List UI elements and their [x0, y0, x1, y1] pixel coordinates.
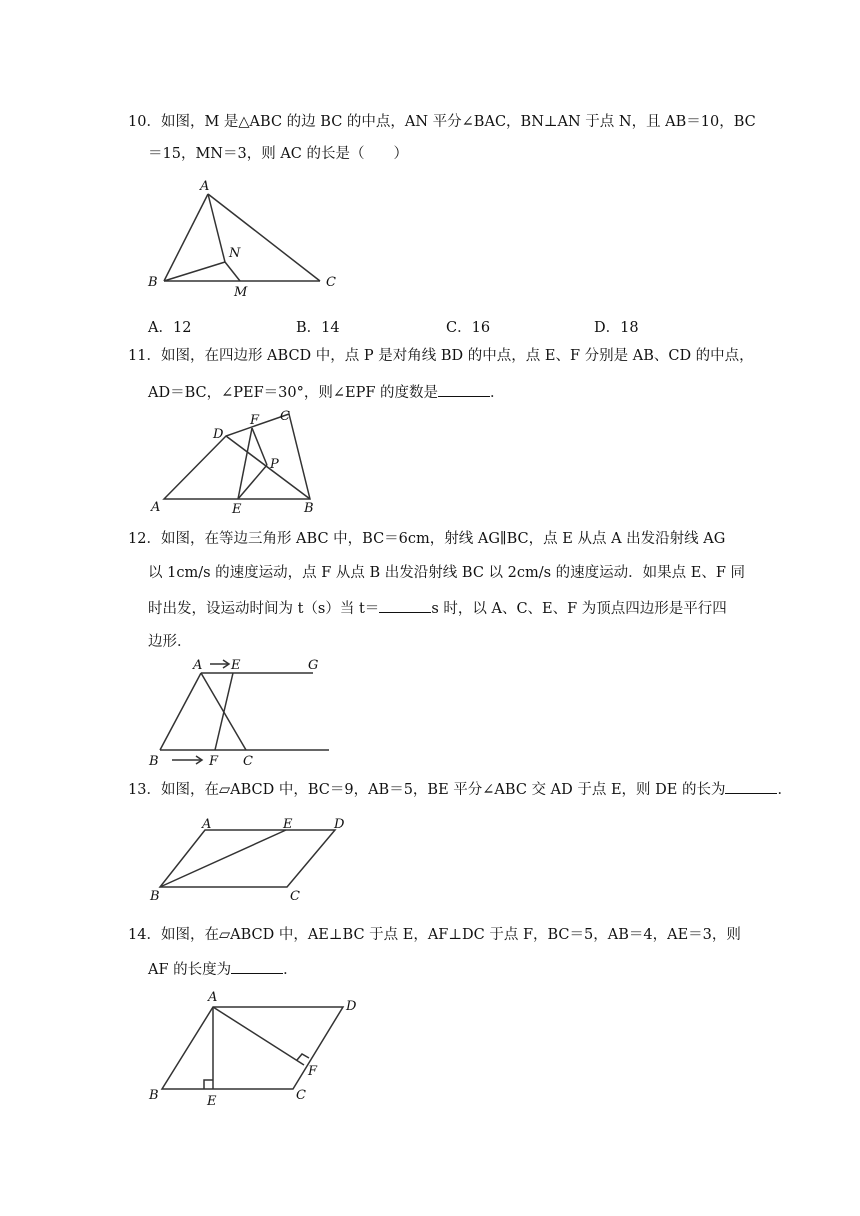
q11-text-line2-post: ． — [490, 385, 505, 401]
q13-text-line1 — [128, 779, 792, 800]
q14-text-line2-post: ． — [283, 962, 298, 978]
q12-label-e: E — [231, 658, 241, 673]
q12-answer-blank[interactable] — [379, 598, 431, 613]
q10-seg-ab — [164, 194, 208, 281]
q11-label-b: B — [304, 501, 314, 516]
q11-seg-ef — [238, 428, 252, 499]
q12-text-line4: 边形． — [148, 634, 192, 650]
q13-label-c: C — [290, 889, 300, 904]
q13-answer-blank[interactable] — [725, 779, 777, 794]
q12-label-a: A — [193, 658, 203, 673]
q14-text-line2 — [148, 959, 298, 980]
q12-label-b: B — [149, 754, 159, 769]
q10-text-line1: 10．如图，M 是△ABC 的边 BC 的中点，AN 平分∠BAC，BN⊥AN 于点 N，且 AB＝10，BC — [128, 114, 756, 130]
q11-label-e: E — [232, 502, 242, 517]
q14-label-d: D — [346, 999, 357, 1014]
q11-label-p: P — [270, 457, 279, 472]
q12-text-line3-post: s 时，以 A、C、E、F 为顶点四边形是平行四 — [431, 601, 727, 617]
q12-text-line2: 以 1cm/s 的速度运动，点 F 从点 B 出发沿射线 BC 以 2cm/s 的速度运动．如果点 E、F 同 — [148, 565, 746, 581]
q10-option-d: D．18 — [594, 320, 639, 336]
q10-seg-nm — [225, 262, 240, 281]
q13-label-b: B — [150, 889, 160, 904]
q12-label-c: C — [243, 754, 253, 769]
q13-seg-be — [160, 830, 286, 887]
q11-text-line1: 11．如图，在四边形 ABCD 中，点 P 是对角线 BD 的中点，点 E、F 分别是 AB、CD 的中点， — [128, 348, 754, 364]
q11-label-a: A — [151, 500, 161, 515]
q13-seg-abcd — [160, 830, 335, 887]
q14-label-b: B — [149, 1088, 159, 1103]
q10-label-n: N — [229, 246, 241, 261]
q10-option-b: B．14 — [296, 320, 340, 336]
q12-text-line3 — [148, 598, 727, 619]
q11-seg-fp — [252, 428, 267, 465]
q11-seg-quad — [164, 414, 310, 499]
q12-text-line3-pre: 时出发，设运动时间为 t（s）当 t＝ — [148, 601, 380, 617]
q13-text-line1-pre: 13．如图，在▱ABCD 中，BC＝9，AB＝5，BE 平分∠ABC 交 AD 于点 E，则 DE 的长为 — [128, 782, 726, 798]
q14-label-e: E — [207, 1094, 217, 1109]
q13-label-a: A — [202, 817, 212, 832]
q13-label-e: E — [283, 817, 293, 832]
q12-seg-ab — [160, 673, 201, 750]
q10-option-a: A．12 — [148, 320, 192, 336]
q14-right-angle-e — [204, 1080, 213, 1089]
q13-text-line1-post: ． — [777, 782, 792, 798]
q11-text-line2-pre: AD＝BC，∠PEF＝30°，则∠EPF 的度数是 — [148, 385, 439, 401]
q10-label-c: C — [326, 275, 336, 290]
q13-label-d: D — [334, 817, 345, 832]
q11-text-line2 — [148, 382, 505, 403]
q12-label-f: F — [209, 754, 219, 769]
q14-answer-blank[interactable] — [231, 959, 283, 974]
q14-text-line2-pre: AF 的长度为 — [148, 962, 232, 978]
q14-text-line1: 14．如图，在▱ABCD 中，AE⊥BC 于点 E，AF⊥DC 于点 F，BC＝5，AB＝4，AE＝3，则 — [128, 927, 741, 943]
q12-text-line1: 12．如图，在等边三角形 ABC 中，BC＝6cm，射线 AG∥BC，点 E 从点 A 出发沿射线 AG — [128, 531, 726, 547]
q10-label-m: M — [234, 285, 248, 300]
q11-label-f: F — [250, 413, 260, 428]
q11-answer-blank[interactable] — [438, 382, 490, 397]
q10-label-b: B — [148, 275, 158, 290]
q14-right-angle-f — [297, 1054, 309, 1060]
q14-label-a: A — [208, 990, 218, 1005]
q10-seg-bn — [164, 262, 225, 281]
q11-label-d: D — [213, 427, 224, 442]
q11-seg-ep — [238, 465, 267, 499]
q11-label-c: C — [280, 409, 290, 424]
q14-label-f: F — [308, 1064, 318, 1079]
q10-option-c: C．16 — [446, 320, 491, 336]
q10-text-line2: ＝15，MN＝3，则 AC 的长是（ ） — [148, 146, 408, 162]
q10-seg-ac — [208, 194, 320, 281]
q10-seg-an — [208, 194, 225, 262]
q14-label-c: C — [296, 1088, 306, 1103]
q10-label-a: A — [200, 179, 210, 194]
q12-label-g: G — [308, 658, 319, 673]
q12-seg-ef — [215, 673, 233, 750]
q14-seg-af — [213, 1007, 304, 1065]
